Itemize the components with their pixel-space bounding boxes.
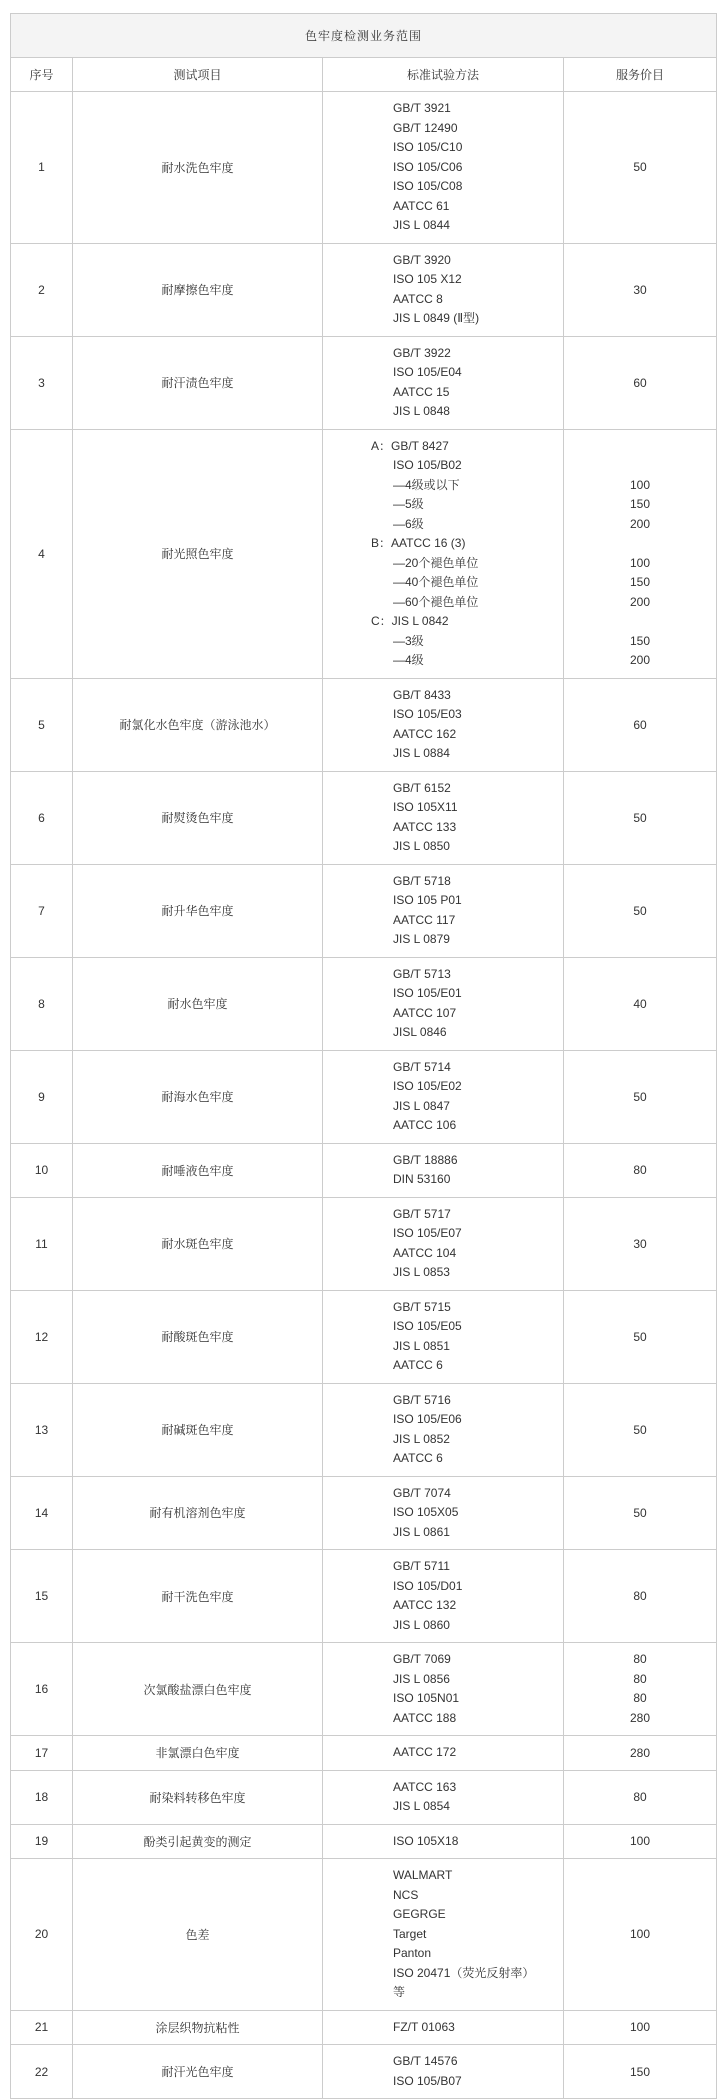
method-line: Panton (393, 1946, 432, 1960)
service-price: 50 (564, 1290, 717, 1383)
test-methods (323, 2045, 564, 2099)
method-line: JISL 0846 (393, 1025, 447, 1039)
test-item: 耐升华色牢度 (73, 864, 323, 957)
method-line: GB/T 5713 (393, 966, 451, 981)
row-number: 18 (11, 1770, 73, 1824)
test-item: 耐水洗色牢度 (73, 92, 323, 244)
method-line: GB/T 5715 (393, 1299, 451, 1314)
price-line: 100 (629, 477, 651, 492)
service-price: 100 (564, 1859, 717, 2011)
method-line: JIS L 0884 (393, 746, 450, 760)
method-line: AATCC 15 (393, 384, 450, 399)
table-row (11, 243, 717, 336)
column-header-method: 标准试验方法 (323, 58, 564, 92)
test-methods (323, 864, 564, 957)
method-line: JIS L 0852 (393, 1431, 450, 1446)
method-line: JIS L 0853 (393, 1265, 450, 1279)
method-line: GB/T 8433 (393, 687, 451, 702)
table-row (11, 1476, 717, 1550)
method-line: ISO 105/D01 (393, 1578, 463, 1593)
row-number: 6 (11, 771, 73, 864)
price-line: 80 (633, 1691, 647, 1705)
row-number: 1 (11, 92, 73, 244)
method-line: AATCC 61 (393, 198, 450, 213)
service-price: 50 (564, 1050, 717, 1143)
price-line: 280 (629, 1710, 651, 1725)
color-fastness-table (10, 13, 717, 2099)
method-line: JIS L 0850 (393, 839, 450, 853)
row-number: 2 (11, 243, 73, 336)
table-row (11, 864, 717, 957)
service-price: 50 (564, 1383, 717, 1476)
test-item: 耐汗渍色牢度 (73, 336, 323, 429)
title-row (11, 14, 717, 58)
method-line: B：AATCC 16 (3) (371, 536, 466, 550)
price-line: 200 (629, 594, 651, 609)
service-price: 60 (564, 678, 717, 771)
method-line: AATCC 162 (393, 726, 457, 741)
method-line: ISO 20471（荧光反射率） (393, 1965, 535, 1980)
test-item: 耐摩擦色牢度 (73, 243, 323, 336)
test-methods (323, 1143, 564, 1197)
method-line: —20个褪色单位 (393, 555, 479, 570)
method-line: ISO 105/E04 (393, 365, 462, 379)
method-line: JIS L 0848 (393, 404, 450, 418)
test-methods (323, 1197, 564, 1290)
method-line: —40个褪色单位 (393, 575, 479, 589)
row-number: 3 (11, 336, 73, 429)
test-item: 耐唾液色牢度 (73, 1143, 323, 1197)
test-methods (323, 1770, 564, 1824)
method-line: ISO 105X05 (393, 1505, 459, 1519)
test-item: 酚类引起黄变的测定 (73, 1824, 323, 1859)
price-line (564, 612, 716, 632)
price-line (564, 456, 716, 476)
column-header-row (11, 58, 717, 92)
method-line: JIS L 0851 (393, 1338, 450, 1353)
method-line: GB/T 7069 (393, 1652, 451, 1666)
test-item: 耐碱斑色牢度 (73, 1383, 323, 1476)
test-item: 耐水斑色牢度 (73, 1197, 323, 1290)
service-price: 80 (564, 1770, 717, 1824)
table-row (11, 1550, 717, 1643)
method-line: —3级 (393, 633, 424, 648)
method-line: JIS L 0847 (393, 1098, 450, 1113)
test-item: 色差 (73, 1859, 323, 2011)
method-line: ISO 105/B02 (393, 458, 462, 472)
price-line: 100 (629, 555, 651, 570)
method-line: GB/T 5711 (393, 1559, 450, 1573)
method-line: ISO 105/E06 (393, 1412, 462, 1426)
method-line: ISO 105/E01 (393, 986, 462, 1000)
table-row (11, 678, 717, 771)
method-line: AATCC 172 (393, 1745, 457, 1759)
row-number: 20 (11, 1859, 73, 2011)
method-line: ISO 105/E07 (393, 1226, 462, 1240)
method-line: GB/T 12490 (393, 120, 458, 135)
row-number: 16 (11, 1643, 73, 1736)
service-price: 80 (564, 1143, 717, 1197)
service-price: 50 (564, 1476, 717, 1550)
table-row (11, 1143, 717, 1197)
price-line (564, 437, 716, 457)
row-number: 8 (11, 957, 73, 1050)
price-line: 200 (629, 653, 651, 667)
test-methods (323, 1050, 564, 1143)
method-line: GB/T 5714 (393, 1059, 451, 1074)
price-line: 80 (633, 1671, 647, 1686)
row-number: 7 (11, 864, 73, 957)
test-methods (323, 243, 564, 336)
row-number: 5 (11, 678, 73, 771)
row-number: 19 (11, 1824, 73, 1859)
test-item: 耐干洗色牢度 (73, 1550, 323, 1643)
method-line: AATCC 117 (393, 912, 456, 927)
method-line: GB/T 14576 (393, 2054, 458, 2068)
row-number: 11 (11, 1197, 73, 1290)
method-line: JIS L 0879 (393, 932, 450, 946)
method-line: ISO 105/E05 (393, 1319, 462, 1333)
test-item: 耐汗光色牢度 (73, 2045, 323, 2099)
test-methods (323, 1476, 564, 1550)
test-methods (323, 678, 564, 771)
method-line: GB/T 7074 (393, 1485, 451, 1500)
method-line: ISO 105N01 (393, 1691, 460, 1705)
page (0, 13, 725, 2099)
method-line: GEGRGE (393, 1907, 446, 1921)
table-row (11, 1050, 717, 1143)
test-methods (323, 336, 564, 429)
row-number: 15 (11, 1550, 73, 1643)
column-header-no: 序号 (11, 58, 73, 92)
price-line (564, 534, 716, 554)
method-line: JIS L 0849 (Ⅱ型) (393, 311, 480, 325)
method-line: JIS L 0860 (393, 1617, 450, 1632)
method-line: JIS L 0854 (393, 1799, 450, 1813)
row-number: 17 (11, 1736, 73, 1771)
method-line: AATCC 163 (393, 1779, 457, 1794)
method-line: ISO 105/C08 (393, 179, 463, 193)
method-line: AATCC 6 (393, 1358, 443, 1372)
method-line: AATCC 6 (393, 1451, 443, 1465)
table-title: 色牢度检测业务范围 (11, 14, 717, 58)
method-line: WALMART (393, 1868, 453, 1882)
service-price: 150 (564, 2045, 717, 2099)
test-item: 耐水色牢度 (73, 957, 323, 1050)
service-price: 30 (564, 1197, 717, 1290)
table-row (11, 1643, 717, 1736)
method-line: —4级或以下 (393, 477, 460, 492)
price-line: 150 (629, 575, 651, 589)
test-item: 涂层织物抗粘性 (73, 2010, 323, 2045)
method-line: ISO 105/C06 (393, 159, 463, 174)
test-item: 耐海水色牢度 (73, 1050, 323, 1143)
row-number: 9 (11, 1050, 73, 1143)
service-price (564, 429, 717, 678)
method-line: FZ/T 01063 (393, 2019, 455, 2034)
table-row (11, 2010, 717, 2045)
table-row (11, 429, 717, 678)
table-row (11, 92, 717, 244)
test-methods (323, 92, 564, 244)
method-line: AATCC 133 (393, 819, 457, 834)
test-item: 次氯酸盐漂白色牢度 (73, 1643, 323, 1736)
method-line: ISO 105 P01 (393, 893, 462, 907)
row-number: 21 (11, 2010, 73, 2045)
test-methods (323, 1736, 564, 1771)
table-row (11, 1770, 717, 1824)
column-header-item: 测试项目 (73, 58, 323, 92)
method-line: AATCC 106 (393, 1118, 457, 1132)
method-line: ISO 105/E03 (393, 707, 462, 721)
method-line: ISO 105/C10 (393, 140, 463, 154)
test-methods (323, 2010, 564, 2045)
test-item: 耐光照色牢度 (73, 429, 323, 678)
method-line: —4级 (393, 653, 424, 667)
method-line: ISO 105 X12 (393, 272, 462, 286)
row-number: 13 (11, 1383, 73, 1476)
table-body (11, 92, 717, 2099)
table-row (11, 1736, 717, 1771)
table-row (11, 771, 717, 864)
method-line: —5级 (393, 497, 424, 511)
service-price: 100 (564, 1824, 717, 1859)
test-methods (323, 1859, 564, 2011)
service-price: 40 (564, 957, 717, 1050)
price-line: 200 (629, 516, 651, 531)
test-item: 耐酸斑色牢度 (73, 1290, 323, 1383)
method-line: GB/T 3922 (393, 345, 451, 360)
method-line: A：GB/T 8427 (371, 438, 449, 453)
method-line: Target (393, 1926, 427, 1941)
method-line: AATCC 188 (393, 1710, 457, 1725)
service-price: 60 (564, 336, 717, 429)
method-line: GB/T 3921 (393, 101, 451, 115)
method-line: —60个褪色单位 (393, 594, 479, 609)
method-line: AATCC 104 (393, 1245, 457, 1260)
service-price: 100 (564, 2010, 717, 2045)
table-row (11, 1824, 717, 1859)
method-line: JIS L 0861 (393, 1524, 450, 1539)
table-row (11, 1197, 717, 1290)
method-line: GB/T 5716 (393, 1392, 451, 1407)
test-methods (323, 957, 564, 1050)
test-methods (323, 771, 564, 864)
method-line: GB/T 3920 (393, 252, 451, 267)
row-number: 12 (11, 1290, 73, 1383)
test-methods (323, 1383, 564, 1476)
column-header-price: 服务价目 (564, 58, 717, 92)
test-item: 耐染料转移色牢度 (73, 1770, 323, 1824)
table-row (11, 1290, 717, 1383)
method-line: ISO 105X18 (393, 1833, 459, 1848)
method-line: DIN 53160 (393, 1172, 451, 1186)
test-methods (323, 1643, 564, 1736)
method-line: 等 (393, 1985, 406, 1999)
table-row (11, 1383, 717, 1476)
price-line: 150 (629, 497, 651, 511)
row-number: 14 (11, 1476, 73, 1550)
service-price (564, 1643, 717, 1736)
test-methods (323, 429, 564, 678)
service-price: 30 (564, 243, 717, 336)
method-line: ISO 105X11 (393, 800, 458, 814)
method-line: GB/T 6152 (393, 780, 451, 795)
method-line: AATCC 107 (393, 1005, 457, 1020)
service-price: 50 (564, 92, 717, 244)
method-line: GB/T 5717 (393, 1206, 451, 1221)
method-line: GB/T 5718 (393, 873, 451, 888)
method-line: NCS (393, 1887, 419, 1902)
price-line: 80 (633, 1652, 647, 1666)
method-line: ISO 105/E02 (393, 1079, 462, 1093)
test-methods (323, 1824, 564, 1859)
service-price: 280 (564, 1736, 717, 1771)
table-row (11, 2045, 717, 2099)
method-line: JIS L 0856 (393, 1671, 450, 1686)
method-line: GB/T 18886 (393, 1152, 458, 1167)
test-item: 耐有机溶剂色牢度 (73, 1476, 323, 1550)
test-item: 耐氯化水色牢度（游泳池水） (73, 678, 323, 771)
table-row (11, 957, 717, 1050)
method-line: JIS L 0844 (393, 218, 450, 232)
table-row (11, 1859, 717, 2011)
method-line: ISO 105/B07 (393, 2073, 462, 2088)
method-line: C：JIS L 0842 (371, 614, 449, 628)
test-item: 非氯漂白色牢度 (73, 1736, 323, 1771)
service-price: 50 (564, 864, 717, 957)
method-line: AATCC 8 (393, 291, 443, 306)
method-line: AATCC 132 (393, 1598, 457, 1612)
row-number: 4 (11, 429, 73, 678)
method-line: —6级 (393, 516, 424, 531)
table-row (11, 336, 717, 429)
price-line: 150 (629, 633, 651, 648)
test-methods (323, 1550, 564, 1643)
row-number: 22 (11, 2045, 73, 2099)
service-price: 50 (564, 771, 717, 864)
row-number: 10 (11, 1143, 73, 1197)
test-methods (323, 1290, 564, 1383)
service-price: 80 (564, 1550, 717, 1643)
test-item: 耐熨烫色牢度 (73, 771, 323, 864)
